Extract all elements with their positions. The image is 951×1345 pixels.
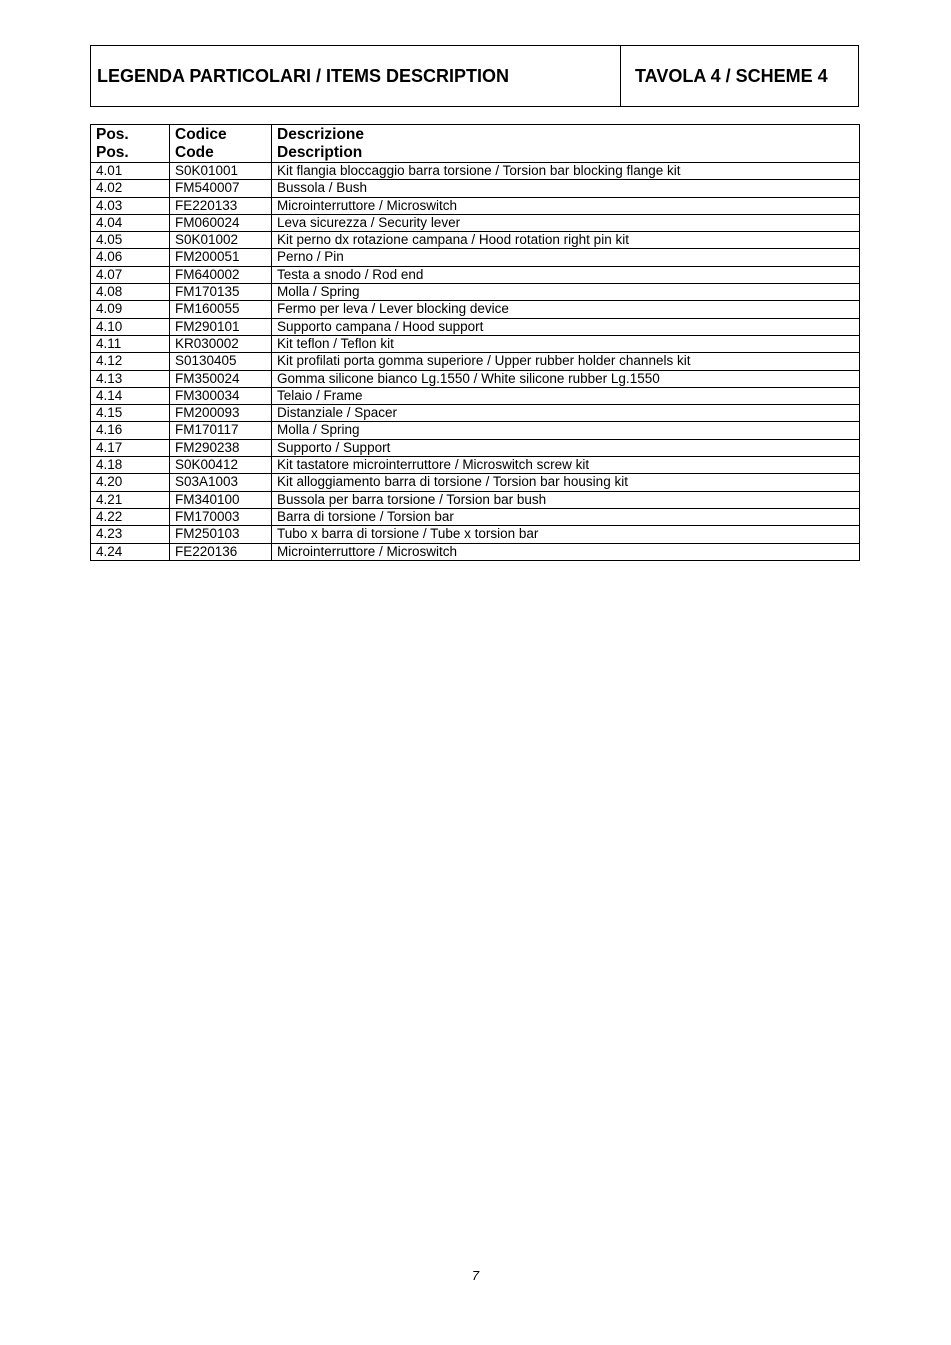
cell-description: Supporto / Support	[272, 439, 860, 456]
column-header-description-it: Descrizione	[277, 126, 365, 143]
cell-description: Microinterruttore / Microswitch	[272, 543, 860, 560]
table-row	[91, 457, 860, 474]
page-number: 7	[471, 1268, 480, 1283]
cell-pos: 4.16	[91, 422, 170, 439]
table-row	[91, 197, 860, 214]
cell-code: S03A1003	[170, 474, 272, 491]
cell-pos: 4.21	[91, 491, 170, 508]
cell-code: FM160055	[170, 301, 272, 318]
cell-code: FE220133	[170, 197, 272, 214]
cell-pos: 4.20	[91, 474, 170, 491]
cell-pos: 4.11	[91, 335, 170, 352]
table-row	[91, 370, 860, 387]
table-row	[91, 163, 860, 180]
cell-pos: 4.18	[91, 457, 170, 474]
cell-pos: 4.22	[91, 508, 170, 525]
cell-description: Fermo per leva / Lever blocking device	[272, 301, 860, 318]
cell-description: Barra di torsione / Torsion bar	[272, 508, 860, 525]
cell-description: Gomma silicone bianco Lg.1550 / White silicone rubber Lg.1550	[272, 370, 860, 387]
cell-description: Kit flangia bloccaggio barra torsione / Torsion bar blocking flange kit	[272, 163, 860, 180]
column-header-pos	[91, 125, 170, 163]
table-row	[91, 284, 860, 301]
table-row	[91, 474, 860, 491]
cell-description: Supporto campana / Hood support	[272, 318, 860, 335]
cell-description: Tubo x barra di torsione / Tube x torsion bar	[272, 526, 860, 543]
column-header-pos-en: Pos.	[96, 144, 129, 161]
cell-description: Molla / Spring	[272, 284, 860, 301]
cell-pos: 4.12	[91, 353, 170, 370]
cell-code: FM200051	[170, 249, 272, 266]
column-header-description	[272, 125, 860, 163]
column-header-code-en: Code	[175, 144, 214, 161]
table-row	[91, 439, 860, 456]
cell-description: Molla / Spring	[272, 422, 860, 439]
cell-description: Testa a snodo / Rod end	[272, 266, 860, 283]
cell-pos: 4.15	[91, 405, 170, 422]
cell-pos: 4.17	[91, 439, 170, 456]
cell-description: Kit profilati porta gomma superiore / Upper rubber holder channels kit	[272, 353, 860, 370]
cell-pos: 4.01	[91, 163, 170, 180]
cell-description: Kit tastatore microinterruttore / Microswitch screw kit	[272, 457, 860, 474]
scheme-label: TAVOLA 4 / SCHEME 4	[635, 65, 828, 86]
table-row	[91, 180, 860, 197]
table-row	[91, 249, 860, 266]
cell-pos: 4.13	[91, 370, 170, 387]
cell-code: S0K01002	[170, 232, 272, 249]
table-header-row	[91, 125, 860, 163]
cell-code: FM340100	[170, 491, 272, 508]
table-row	[91, 266, 860, 283]
cell-code: S0130405	[170, 353, 272, 370]
cell-pos: 4.23	[91, 526, 170, 543]
cell-code: FM170135	[170, 284, 272, 301]
cell-code: FM540007	[170, 180, 272, 197]
items-table-body	[91, 163, 860, 561]
table-row	[91, 508, 860, 525]
cell-code: FM300034	[170, 387, 272, 404]
cell-description: Bussola per barra torsione / Torsion bar bush	[272, 491, 860, 508]
cell-code: FM290238	[170, 439, 272, 456]
table-row	[91, 405, 860, 422]
table-row	[91, 387, 860, 404]
cell-description: Kit perno dx rotazione campana / Hood rotation right pin kit	[272, 232, 860, 249]
cell-code: FM290101	[170, 318, 272, 335]
cell-code: FM060024	[170, 214, 272, 231]
column-header-code-it: Codice	[175, 126, 227, 143]
cell-description: Telaio / Frame	[272, 387, 860, 404]
table-row	[91, 526, 860, 543]
cell-pos: 4.09	[91, 301, 170, 318]
cell-pos: 4.10	[91, 318, 170, 335]
cell-pos: 4.24	[91, 543, 170, 560]
cell-description: Kit alloggiamento barra di torsione / Torsion bar housing kit	[272, 474, 860, 491]
cell-description: Perno / Pin	[272, 249, 860, 266]
cell-description: Distanziale / Spacer	[272, 405, 860, 422]
table-row	[91, 422, 860, 439]
column-header-code	[170, 125, 272, 163]
table-row	[91, 301, 860, 318]
cell-description: Microinterruttore / Microswitch	[272, 197, 860, 214]
cell-code: FM170117	[170, 422, 272, 439]
cell-pos: 4.08	[91, 284, 170, 301]
column-header-description-en: Description	[277, 144, 363, 161]
document-header	[90, 45, 859, 107]
column-header-pos-it: Pos.	[96, 126, 129, 143]
table-row	[91, 353, 860, 370]
table-row	[91, 232, 860, 249]
cell-code: FM170003	[170, 508, 272, 525]
cell-pos: 4.03	[91, 197, 170, 214]
cell-code: FM350024	[170, 370, 272, 387]
document-title: LEGENDA PARTICOLARI / ITEMS DESCRIPTION	[91, 46, 621, 106]
cell-pos: 4.07	[91, 266, 170, 283]
cell-pos: 4.06	[91, 249, 170, 266]
table-row	[91, 543, 860, 560]
cell-pos: 4.02	[91, 180, 170, 197]
cell-code: FM250103	[170, 526, 272, 543]
table-row	[91, 491, 860, 508]
items-table	[90, 124, 860, 561]
cell-pos: 4.05	[91, 232, 170, 249]
table-row	[91, 318, 860, 335]
cell-pos: 4.14	[91, 387, 170, 404]
cell-code: FE220136	[170, 543, 272, 560]
cell-pos: 4.04	[91, 214, 170, 231]
cell-code: S0K00412	[170, 457, 272, 474]
cell-code: FM200093	[170, 405, 272, 422]
table-row	[91, 335, 860, 352]
cell-code: FM640002	[170, 266, 272, 283]
cell-description: Kit teflon / Teflon kit	[272, 335, 860, 352]
cell-description: Bussola / Bush	[272, 180, 860, 197]
cell-code: S0K01001	[170, 163, 272, 180]
table-row	[91, 214, 860, 231]
cell-description: Leva sicurezza / Security lever	[272, 214, 860, 231]
cell-code: KR030002	[170, 335, 272, 352]
